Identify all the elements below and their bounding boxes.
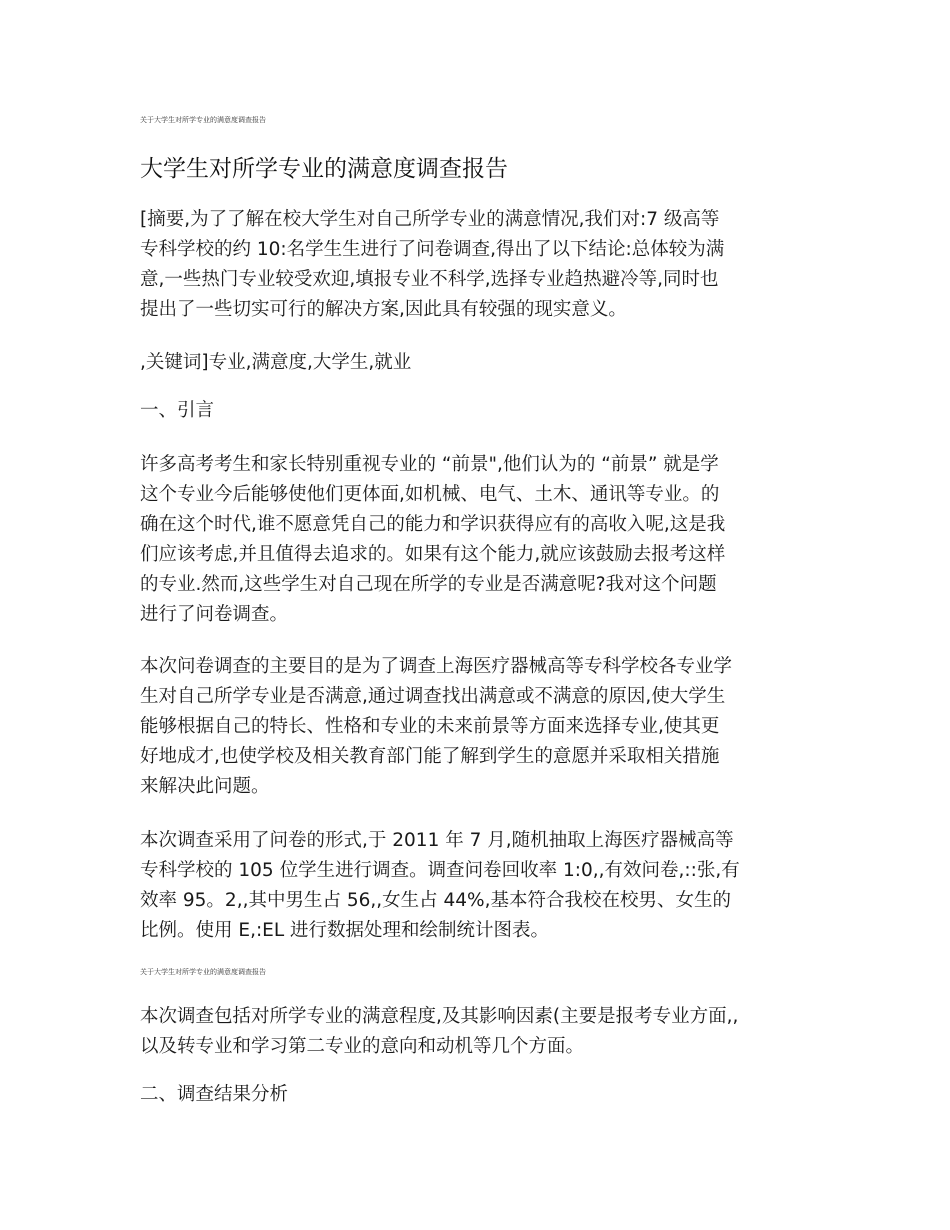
paragraph-line: 能够根据自己的特长、性格和专业的未来前景等方面来选择专业,使其更 — [140, 716, 720, 737]
paragraph-line: 本次调查采用了问卷的形式,于 2011 年 7 月,随机抽取上海医疗器械高等 — [140, 830, 734, 851]
page-title: 大学生对所学专业的满意度调查报告 — [140, 156, 508, 182]
abstract-paragraph — [140, 205, 820, 325]
running-header: 关于大学生对所学专业的满意度调查报告 — [140, 116, 266, 124]
keywords-line — [140, 348, 820, 378]
intro-paragraph-2 — [140, 652, 820, 802]
section-heading-introduction — [140, 396, 820, 426]
paragraph-line: 们应该考虑,并且值得去追求的。如果有这个能力,就应该鼓励去报考这样 — [140, 544, 726, 565]
paragraph-line: 比例。使用 E,:EL 进行数据处理和绘制统计图表。 — [140, 920, 550, 941]
section-heading-results — [140, 1080, 820, 1110]
paragraph-line: 来解决此问题。 — [140, 776, 270, 797]
section-heading-text: 一、引言 — [140, 400, 215, 421]
paragraph-line: 专科学校的 105 位学生进行调查。调查问卷回收率 1:0,,有效问卷,::张,有 — [140, 860, 740, 881]
abstract-line: 专科学校的约 10:名学生生进行了问卷调查,得出了以下结论:总体较为满 — [140, 239, 725, 260]
abstract-line: 提出了一些切实可行的解决方案,因此具有较强的现实意义。 — [140, 299, 627, 320]
abstract-line: 意,一些热门专业较受欢迎,填报专业不科学,选择专业趋热避冷等,同时也 — [140, 269, 719, 290]
paragraph-line: 许多高考考生和家长特别重视专业的 “前景",他们认为的 “前景” 就是学 — [140, 454, 719, 475]
paragraph-line: 好地成才,也使学校及相关教育部门能了解到学生的意愿并采取相关措施 — [140, 746, 720, 767]
section-heading-text: 二、调查结果分析 — [140, 1084, 289, 1105]
paragraph-line: 的专业.然而,这些学生对自己现在所学的专业是否满意呢?我对这个问题 — [140, 574, 717, 595]
intro-paragraph-1 — [140, 450, 820, 630]
paragraph-line: 确在这个时代,谁不愿意凭自己的能力和学识获得应有的高收入呢,这是我 — [140, 514, 726, 535]
paragraph-line: 本次调查包括对所学专业的满意程度,及其影响因素(主要是报考专业方面,, — [140, 1006, 739, 1027]
paragraph-line: 这个专业今后能够使他们更体面,如机械、电气、土木、通讯等专业。的 — [140, 484, 720, 505]
running-header: 关于大学生对所学专业的满意度调查报告 — [140, 968, 266, 976]
paragraph-line: 生对自己所学专业是否满意,通过调查找出满意或不满意的原因,使大学生 — [140, 686, 726, 707]
intro-paragraph-4 — [140, 1002, 820, 1062]
intro-paragraph-3 — [140, 826, 820, 946]
paragraph-line: 以及转专业和学习第二专业的意向和动机等几个方面。 — [140, 1036, 585, 1057]
keywords-text: ,关键词]专业,满意度,大学生,就业 — [140, 352, 412, 373]
paragraph-line: 本次问卷调查的主要目的是为了调查上海医疗器械高等专科学校各专业学 — [140, 656, 733, 677]
paragraph-line: 效率 95。2,,其中男生占 56,,女生占 44%,基本符合我校在校男、女生的 — [140, 890, 732, 911]
paragraph-line: 进行了问卷调查。 — [140, 604, 289, 625]
abstract-line: [摘要,为了了解在校大学生对自己所学专业的满意情况,我们对:7 级高等 — [140, 209, 720, 230]
